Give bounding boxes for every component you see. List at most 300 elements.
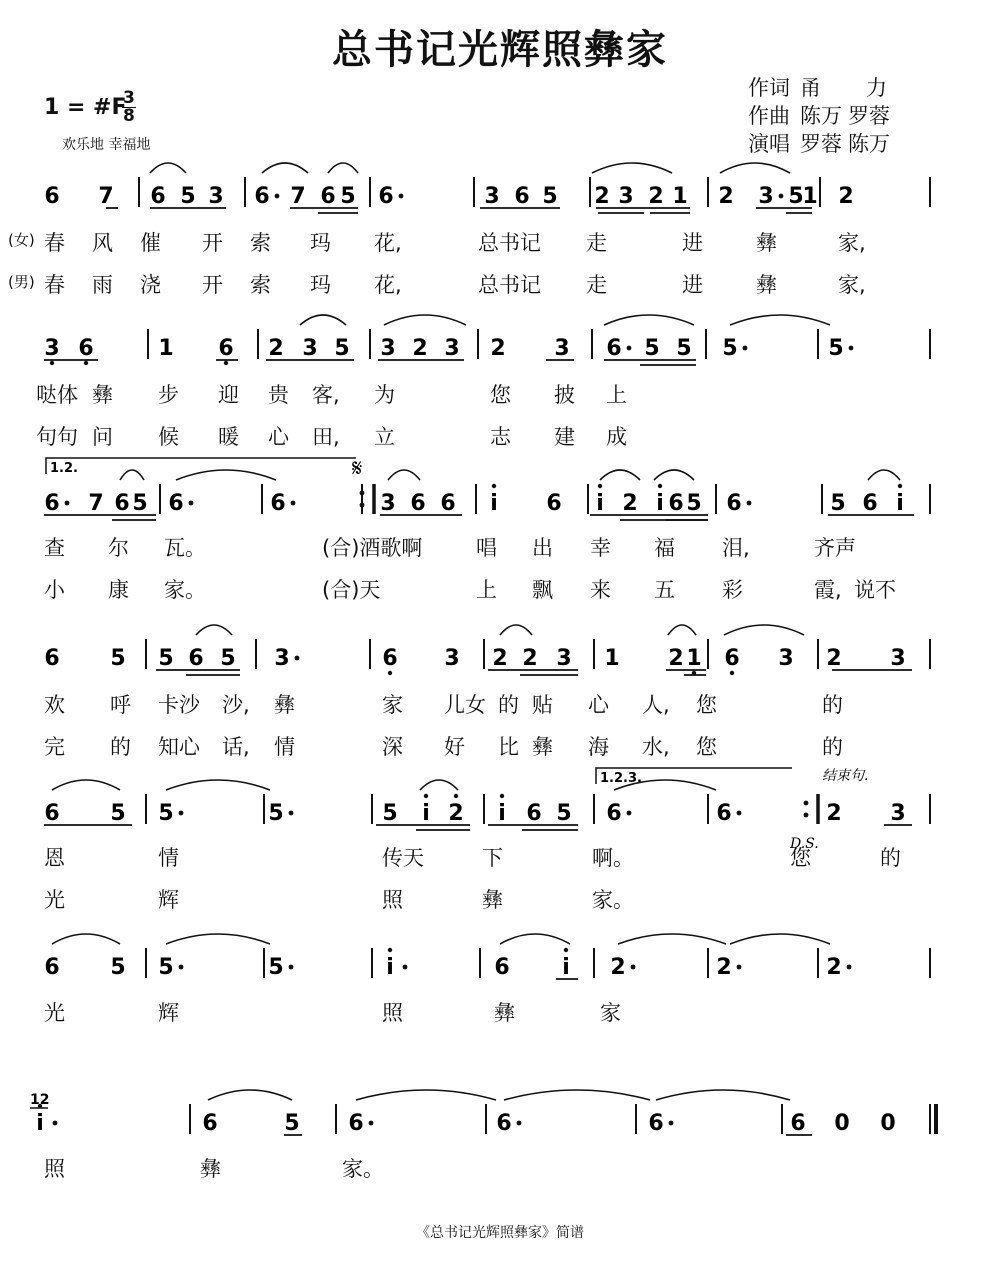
lyric-syllable: 家, bbox=[838, 231, 866, 255]
note: 6 bbox=[526, 801, 542, 826]
low-octave-dot bbox=[84, 361, 88, 365]
note: 6 bbox=[716, 801, 732, 826]
lyric-syllable: 说不 bbox=[854, 578, 896, 602]
lyric-syllable: 唱 bbox=[476, 536, 497, 560]
lyric-syllable: 辉 bbox=[158, 1001, 179, 1025]
note: 5 bbox=[556, 801, 572, 826]
lyric-syllable: 知心 bbox=[158, 735, 200, 759]
lyric-syllable: 贵 bbox=[268, 383, 289, 407]
slur bbox=[654, 470, 694, 480]
lyric-syllable: 话, bbox=[222, 735, 250, 759]
note: 6 bbox=[648, 1111, 664, 1136]
lyric-syllable: (合)天 bbox=[322, 578, 381, 602]
lyric-syllable: 上 bbox=[476, 578, 497, 602]
repeat-count-mark: 12 bbox=[30, 1092, 50, 1108]
lyric-syllable: 暖 bbox=[218, 425, 239, 449]
note: 6 bbox=[378, 184, 394, 209]
lyric-syllable: 走 bbox=[586, 231, 607, 255]
augmentation-dot bbox=[627, 811, 632, 816]
note: 2 bbox=[448, 801, 464, 826]
lyric-syllable: 玛 bbox=[310, 231, 331, 255]
note: 6 bbox=[382, 646, 398, 671]
lyric-syllable: 五 bbox=[654, 578, 675, 602]
lyric-syllable: 彝 bbox=[274, 693, 295, 717]
lyric-syllable: 进 bbox=[682, 231, 703, 255]
note: 6 bbox=[514, 184, 530, 209]
note: 2 bbox=[490, 336, 506, 361]
lyric-syllable: 总书记 bbox=[478, 273, 541, 297]
note: 1 bbox=[802, 184, 818, 209]
augmentation-dot bbox=[65, 501, 70, 506]
note: 5 bbox=[180, 184, 196, 209]
note: 6 bbox=[348, 1111, 364, 1136]
note: 2 bbox=[268, 336, 284, 361]
lyric-syllable: 康 bbox=[108, 578, 129, 602]
lyric-syllable: 您 bbox=[490, 383, 511, 407]
note: 6 bbox=[254, 184, 270, 209]
lyric-syllable: 家 bbox=[382, 693, 403, 717]
meter-bottom: 8 bbox=[123, 106, 135, 126]
note: 2 bbox=[826, 955, 842, 980]
note: 7 bbox=[88, 491, 104, 516]
lyric-syllable: 春 bbox=[44, 273, 65, 297]
lyric-syllable: 索 bbox=[250, 231, 271, 255]
lyric-syllable: 辉 bbox=[158, 888, 179, 912]
note: 1 bbox=[686, 646, 702, 671]
note: 0 bbox=[834, 1111, 850, 1136]
lyric-syllable: 的 bbox=[880, 846, 901, 870]
lyric-syllable: 飘 bbox=[532, 578, 553, 602]
slur bbox=[500, 625, 532, 635]
lyric-syllable: 出 bbox=[532, 536, 553, 560]
augmentation-dot bbox=[179, 811, 184, 816]
high-octave-dot bbox=[424, 794, 428, 798]
note: 3 bbox=[380, 491, 396, 516]
lyric-syllable: 开 bbox=[202, 231, 223, 255]
high-octave-dot bbox=[564, 948, 568, 952]
note: 3 bbox=[380, 336, 396, 361]
lyric-syllable: 彝 bbox=[532, 735, 553, 759]
note: 6 bbox=[606, 801, 622, 826]
note: 5 bbox=[644, 336, 660, 361]
lyric-syllable: 小 bbox=[44, 578, 65, 602]
slur bbox=[166, 780, 270, 790]
lyric-syllable: 您 bbox=[696, 735, 717, 759]
lyric-syllable: 家。 bbox=[164, 578, 206, 602]
slur bbox=[604, 315, 694, 325]
repeat-dot bbox=[804, 813, 809, 818]
slur bbox=[300, 315, 346, 325]
augmentation-dot bbox=[747, 501, 752, 506]
lyric-syllable: 开 bbox=[202, 273, 223, 297]
note: 6 bbox=[494, 955, 510, 980]
lyric-syllable: 田, bbox=[312, 425, 340, 449]
augmentation-dot bbox=[291, 501, 296, 506]
lyric-syllable: 彝 bbox=[200, 1157, 221, 1181]
lyric-syllable: 下 bbox=[482, 846, 503, 870]
lyric-syllable: 哒体 bbox=[36, 383, 78, 407]
slur bbox=[328, 163, 358, 173]
augmentation-dot bbox=[743, 346, 748, 351]
augmentation-dot bbox=[399, 194, 404, 199]
note: 3 bbox=[890, 801, 906, 826]
lyric-syllable: 瓦。 bbox=[164, 536, 206, 560]
lyric-syllable: 欢 bbox=[44, 693, 65, 717]
credit-name: 甬 bbox=[800, 76, 821, 100]
lyric-syllable: 您 bbox=[696, 693, 717, 717]
lyric-syllable: 的 bbox=[822, 735, 843, 759]
slur bbox=[52, 934, 120, 944]
note: 5 bbox=[676, 336, 692, 361]
lyric-syllable: 心 bbox=[588, 693, 609, 717]
lyric-syllable: 索 bbox=[250, 273, 271, 297]
note: 5 bbox=[220, 646, 236, 671]
augmentation-dot bbox=[275, 194, 280, 199]
lyric-syllable: 恩 bbox=[44, 846, 65, 870]
ds-marking: D.S. bbox=[790, 836, 819, 852]
credit-name: 罗蓉 bbox=[800, 132, 842, 156]
high-octave-dot bbox=[492, 484, 496, 488]
lyric-syllable: 人, bbox=[642, 693, 670, 717]
lyric-syllable: 比 bbox=[498, 735, 519, 759]
note: 6 bbox=[668, 491, 684, 516]
slur bbox=[176, 470, 276, 480]
lyric-syllable: 彝 bbox=[756, 231, 777, 255]
lyric-syllable: 的 bbox=[498, 693, 519, 717]
note: 2 bbox=[648, 184, 664, 209]
lyric-syllable: 来 bbox=[590, 578, 611, 602]
note: 6 bbox=[44, 646, 60, 671]
note: 6 bbox=[270, 491, 286, 516]
lyric-syllable: 卡沙 bbox=[158, 693, 200, 717]
slur bbox=[720, 163, 790, 173]
note: 6 bbox=[150, 184, 166, 209]
note: 5 bbox=[334, 336, 350, 361]
lyric-syllable: 彩 bbox=[722, 578, 743, 602]
note: 2 bbox=[622, 491, 638, 516]
note: 3 bbox=[444, 646, 460, 671]
lyric-syllable: 问 bbox=[92, 425, 113, 449]
lyric-syllable: (合)酒歌啊 bbox=[322, 536, 423, 560]
lyric-syllable: 客, bbox=[312, 383, 340, 407]
augmentation-dot bbox=[189, 501, 194, 506]
note: 5 bbox=[382, 801, 398, 826]
note: 6 bbox=[726, 491, 742, 516]
high-octave-dot bbox=[658, 484, 662, 488]
augmentation-dot bbox=[289, 965, 294, 970]
note: 7 bbox=[290, 184, 306, 209]
slur bbox=[600, 470, 640, 480]
note: 2 bbox=[718, 184, 734, 209]
slur bbox=[196, 625, 232, 635]
note: 2 bbox=[610, 955, 626, 980]
low-octave-dot bbox=[730, 671, 734, 675]
lyric-syllable: 霞, bbox=[814, 578, 842, 602]
note: 6 bbox=[44, 184, 60, 209]
lyric-syllable: 玛 bbox=[310, 273, 331, 297]
low-octave-dot bbox=[388, 671, 392, 675]
note: 5 bbox=[158, 646, 174, 671]
note: 2 bbox=[522, 646, 538, 671]
lyric-syllable: 幸 bbox=[590, 536, 611, 560]
lyric-syllable: 风 bbox=[92, 231, 113, 255]
high-octave-dot bbox=[454, 794, 458, 798]
note: 2 bbox=[716, 955, 732, 980]
note: 2 bbox=[838, 184, 854, 209]
lyric-syllable: 深 bbox=[382, 735, 403, 759]
credit-role: 作词 bbox=[748, 76, 790, 100]
lyric-syllable: 齐声 bbox=[814, 536, 856, 560]
note: 5 bbox=[788, 184, 804, 209]
note: 3 bbox=[208, 184, 224, 209]
meter-top: 3 bbox=[123, 88, 135, 108]
note: 5 bbox=[132, 491, 148, 516]
note: 5 bbox=[158, 955, 174, 980]
slur bbox=[668, 625, 696, 635]
note: 6 bbox=[724, 646, 740, 671]
augmentation-dot bbox=[627, 346, 632, 351]
note: 0 bbox=[880, 1111, 896, 1136]
note: 5 bbox=[542, 184, 558, 209]
augmentation-dot bbox=[847, 965, 852, 970]
lyric-syllable: 情 bbox=[158, 846, 179, 870]
lyric-syllable: 光 bbox=[44, 1001, 65, 1025]
note: 3 bbox=[444, 336, 460, 361]
note: 7 bbox=[98, 184, 114, 209]
note: 6 bbox=[440, 491, 456, 516]
low-octave-dot bbox=[224, 361, 228, 365]
note: i bbox=[656, 491, 664, 516]
lyric-syllable: 贴 bbox=[532, 693, 553, 717]
slur bbox=[120, 470, 144, 480]
slur bbox=[592, 163, 672, 173]
high-octave-dot bbox=[598, 484, 602, 488]
lyric-syllable: 传天 bbox=[382, 846, 424, 870]
note: 5 bbox=[158, 801, 174, 826]
lyric-syllable: 春 bbox=[44, 231, 65, 255]
note: 6 bbox=[44, 491, 60, 516]
slur bbox=[656, 1090, 790, 1100]
repeat-dot bbox=[360, 491, 365, 496]
note: 6 bbox=[790, 1111, 806, 1136]
note: i bbox=[596, 491, 604, 516]
augmentation-dot bbox=[779, 194, 784, 199]
part-label: (男) bbox=[8, 273, 35, 291]
key-signature: 1 = #F bbox=[44, 95, 127, 120]
lyric-syllable: 的 bbox=[110, 735, 131, 759]
note: i bbox=[896, 491, 904, 516]
song-title: 总书记光辉照彝家 bbox=[332, 27, 668, 73]
note: 6 bbox=[78, 336, 94, 361]
note: 6 bbox=[44, 801, 60, 826]
augmentation-dot bbox=[737, 965, 742, 970]
note: 3 bbox=[274, 646, 290, 671]
augmentation-dot bbox=[53, 1121, 58, 1126]
lyric-syllable: 彝 bbox=[494, 1001, 515, 1025]
note: 3 bbox=[758, 184, 774, 209]
volta-2-label: 1.2.3. bbox=[600, 771, 642, 786]
note: 5 bbox=[284, 1111, 300, 1136]
lyric-syllable: 催 bbox=[140, 231, 161, 255]
augmentation-dot bbox=[737, 811, 742, 816]
lyric-syllable: 心 bbox=[268, 425, 289, 449]
slur bbox=[618, 934, 726, 944]
augmentation-dot bbox=[669, 1121, 674, 1126]
augmentation-dot bbox=[295, 656, 300, 661]
credit-role: 演唱 bbox=[748, 132, 790, 156]
lyric-syllable: 照 bbox=[44, 1157, 65, 1181]
lyric-syllable: 家。 bbox=[342, 1157, 384, 1181]
note: 6 bbox=[496, 1111, 512, 1136]
note: 3 bbox=[44, 336, 60, 361]
note: i bbox=[498, 801, 506, 826]
slur bbox=[262, 163, 308, 173]
note: i bbox=[422, 801, 430, 826]
lyric-syllable: 泪, bbox=[722, 536, 750, 560]
note: 3 bbox=[890, 646, 906, 671]
credit-name: 陈万 bbox=[848, 132, 890, 156]
lyric-syllable: 照 bbox=[382, 1001, 403, 1025]
note: 6 bbox=[546, 491, 562, 516]
lyric-syllable: 沙, bbox=[222, 693, 250, 717]
note: i bbox=[562, 955, 570, 980]
lyric-syllable: 儿女 bbox=[444, 693, 486, 717]
low-octave-dot bbox=[50, 361, 54, 365]
volta-1-label: 1.2. bbox=[50, 461, 78, 476]
credit-name: 陈万 bbox=[800, 104, 842, 128]
lyric-syllable: 彝 bbox=[756, 273, 777, 297]
slur bbox=[388, 470, 420, 480]
lyric-syllable: 迎 bbox=[218, 383, 239, 407]
note: 5 bbox=[828, 336, 844, 361]
note: 6 bbox=[202, 1111, 218, 1136]
note: 5 bbox=[830, 491, 846, 516]
note: 6 bbox=[320, 184, 336, 209]
lyric-syllable: 尔 bbox=[108, 536, 129, 560]
note: 6 bbox=[188, 646, 204, 671]
lyric-syllable: 花, bbox=[374, 273, 402, 297]
note: 5 bbox=[340, 184, 356, 209]
note: 3 bbox=[484, 184, 500, 209]
augmentation-dot bbox=[403, 965, 408, 970]
slur bbox=[52, 780, 120, 790]
slur bbox=[150, 163, 186, 173]
repeat-dot bbox=[804, 801, 809, 806]
slur bbox=[420, 780, 458, 790]
note: 3 bbox=[778, 646, 794, 671]
note: 6 bbox=[410, 491, 426, 516]
note: 6 bbox=[44, 955, 60, 980]
augmentation-dot bbox=[631, 965, 636, 970]
lyric-syllable: 海 bbox=[588, 735, 609, 759]
slur bbox=[500, 934, 570, 944]
credit-name: 罗蓉 bbox=[848, 104, 890, 128]
note: 5 bbox=[268, 801, 284, 826]
lyric-syllable: 家 bbox=[600, 1001, 621, 1025]
lyric-syllable: 家, bbox=[838, 273, 866, 297]
note: 1 bbox=[604, 646, 620, 671]
lyric-syllable: 情 bbox=[274, 735, 295, 759]
note: 5 bbox=[686, 491, 702, 516]
note: 3 bbox=[302, 336, 318, 361]
lyric-syllable: 啊。 bbox=[592, 846, 634, 870]
lyric-syllable: 福 bbox=[654, 536, 675, 560]
high-octave-dot bbox=[388, 948, 392, 952]
lyric-syllable: 水, bbox=[642, 735, 670, 759]
credit-role: 作曲 bbox=[748, 104, 790, 128]
lyric-syllable: 成 bbox=[606, 425, 627, 449]
augmentation-dot bbox=[369, 1121, 374, 1126]
slur bbox=[724, 625, 804, 635]
lyric-syllable: 您 bbox=[790, 846, 811, 870]
note: 6 bbox=[606, 336, 622, 361]
lyric-syllable: 的 bbox=[822, 693, 843, 717]
note: 3 bbox=[618, 184, 634, 209]
lyric-syllable: 建 bbox=[554, 425, 575, 449]
figure-caption: 《总书记光辉照彝家》简谱 bbox=[416, 1225, 584, 1241]
lyric-syllable: 查 bbox=[44, 536, 65, 560]
lyric-syllable: 完 bbox=[44, 735, 65, 759]
note: 5 bbox=[722, 336, 738, 361]
segno-sign: 𝄋 bbox=[352, 454, 363, 482]
lyric-syllable: 步 bbox=[158, 383, 179, 407]
slur bbox=[868, 470, 900, 480]
lyric-syllable: 花, bbox=[374, 231, 402, 255]
lyric-syllable: 候 bbox=[158, 425, 179, 449]
note: 5 bbox=[110, 955, 126, 980]
lyric-syllable: 总书记 bbox=[478, 231, 541, 255]
lyric-syllable: 浇 bbox=[140, 273, 161, 297]
lyric-syllable: 上 bbox=[606, 383, 627, 407]
note: 2 bbox=[492, 646, 508, 671]
part-label: (女) bbox=[8, 231, 35, 249]
lyric-syllable: 走 bbox=[586, 273, 607, 297]
note: 6 bbox=[114, 491, 130, 516]
note: 2 bbox=[668, 646, 684, 671]
augmentation-dot bbox=[179, 965, 184, 970]
lyric-syllable: 好 bbox=[444, 735, 465, 759]
lyric-syllable: 光 bbox=[44, 888, 65, 912]
high-octave-dot bbox=[898, 484, 902, 488]
augmentation-dot bbox=[517, 1121, 522, 1126]
slur bbox=[730, 934, 830, 944]
tempo-marking: 欢乐地 幸福地 bbox=[62, 137, 151, 153]
note: 6 bbox=[218, 336, 234, 361]
repeat-dot bbox=[360, 503, 365, 508]
note: 2 bbox=[594, 184, 610, 209]
note: 1 bbox=[158, 336, 174, 361]
note: 2 bbox=[412, 336, 428, 361]
lyric-syllable: 照 bbox=[382, 888, 403, 912]
high-octave-dot bbox=[500, 794, 504, 798]
note: 5 bbox=[268, 955, 284, 980]
slur bbox=[208, 1090, 292, 1100]
note: 6 bbox=[168, 491, 184, 516]
ending-label: 结束句. bbox=[822, 768, 869, 784]
augmentation-dot bbox=[289, 811, 294, 816]
note: 5 bbox=[110, 801, 126, 826]
lyric-syllable: 雨 bbox=[92, 273, 113, 297]
note: 1 bbox=[672, 184, 688, 209]
slur bbox=[504, 1090, 650, 1100]
lyric-syllable: 披 bbox=[554, 383, 575, 407]
note: 3 bbox=[554, 336, 570, 361]
note: i bbox=[386, 955, 394, 980]
lyric-syllable: 彝 bbox=[92, 383, 113, 407]
augmentation-dot bbox=[849, 346, 854, 351]
credit-name: 力 bbox=[866, 76, 887, 100]
lyric-syllable: 进 bbox=[682, 273, 703, 297]
